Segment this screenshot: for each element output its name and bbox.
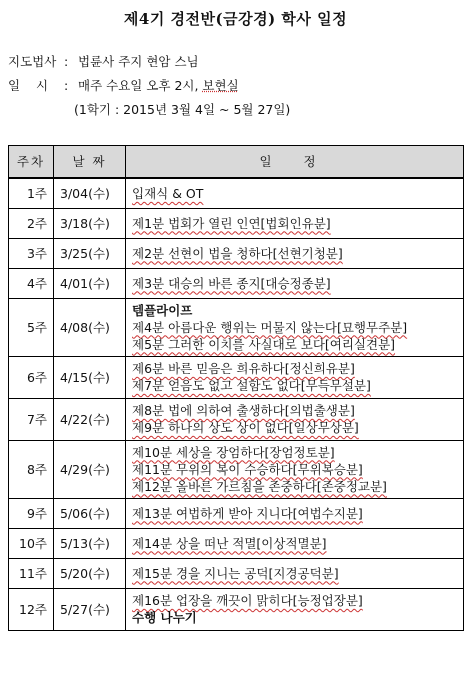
table-row <box>9 588 464 630</box>
row-content-text: 제4분 아름다운 행위는 머물지 않는다[묘행무주분] <box>132 319 408 335</box>
row-content <box>126 588 464 630</box>
row-content <box>126 208 464 238</box>
row-content <box>126 268 464 298</box>
row-content-line <box>132 245 457 262</box>
row-content-line <box>132 215 457 232</box>
row-date: 4/29(수) <box>54 440 126 498</box>
row-content-line <box>132 377 457 394</box>
table-row <box>9 298 464 356</box>
row-content-text: 수행 나누기 <box>132 610 197 625</box>
row-date: 3/04(수) <box>54 178 126 208</box>
row-content-line <box>132 609 457 626</box>
time-line: 일 시 : 매주 수요일 오후 2시, 보현실 <box>8 78 239 93</box>
time-label-2: 시 <box>36 78 49 93</box>
table-row <box>9 178 464 208</box>
row-content <box>126 440 464 498</box>
row-content <box>126 558 464 588</box>
row-content <box>126 528 464 558</box>
table-row <box>9 558 464 588</box>
row-content-text: 제6분 바른 믿음은 희유하다[정신희유분] <box>132 361 355 376</box>
row-content-text: 제1분 법회가 열린 인연[법회인유분] <box>132 215 331 231</box>
row-content <box>126 398 464 440</box>
term-line: (1학기 : 2015년 3월 4일 ~ 5월 27일) <box>74 102 291 117</box>
row-content-text: 제10분 세상을 장엄하다[장엄정토분] <box>132 444 335 460</box>
row-week: 1주 <box>9 178 54 208</box>
row-date: 3/18(수) <box>54 208 126 238</box>
row-content-text: 입재식 & OT <box>132 185 204 201</box>
row-week: 6주 <box>9 356 54 398</box>
row-date: 5/06(수) <box>54 498 126 528</box>
teacher-value: 법륜사 주지 현암 스님 <box>78 54 199 69</box>
table-header-row <box>9 146 464 179</box>
row-content-text: 템플라이프 <box>132 302 193 318</box>
row-week: 2주 <box>9 208 54 238</box>
row-week: 10주 <box>9 528 54 558</box>
row-content-text: 제7분 얻음도 없고 설함도 없다[무득무설분] <box>132 378 371 393</box>
row-content <box>126 238 464 268</box>
header-content: 일 정 <box>126 146 464 179</box>
row-content-text: 제16분 업장을 깨끗이 맑히다[능정업장분] <box>132 593 363 608</box>
row-date: 4/01(수) <box>54 268 126 298</box>
page-title: 제4기 경전반(금강경) 학사 일정 <box>123 10 348 28</box>
row-week: 4주 <box>9 268 54 298</box>
table-row <box>9 208 464 238</box>
row-content <box>126 356 464 398</box>
row-content-text: 제3분 대승의 바른 종지[대승정종분] <box>132 275 331 291</box>
table-row <box>9 356 464 398</box>
table-row <box>9 528 464 558</box>
row-content-line <box>132 319 457 336</box>
schedule-table <box>8 145 464 631</box>
row-date: 5/13(수) <box>54 528 126 558</box>
row-date: 4/08(수) <box>54 298 126 356</box>
row-date: 3/25(수) <box>54 238 126 268</box>
header-week: 주차 <box>9 146 54 179</box>
row-content-line <box>132 402 457 419</box>
row-content-line <box>132 336 457 353</box>
row-content-line <box>132 505 457 522</box>
row-week: 8주 <box>9 440 54 498</box>
row-week: 3주 <box>9 238 54 268</box>
row-content-line <box>132 185 457 202</box>
row-week: 5주 <box>9 298 54 356</box>
row-content-line <box>132 360 457 377</box>
teacher-line: 지도법사 : 법륜사 주지 현암 스님 <box>8 54 199 69</box>
table-row <box>9 268 464 298</box>
row-content-text: 제2분 선현이 법을 청하다[선현기청분] <box>132 245 343 261</box>
time-value: 매주 수요일 오후 2시, <box>78 78 203 93</box>
row-content-line <box>132 478 457 495</box>
row-date: 5/27(수) <box>54 588 126 630</box>
row-content-line <box>132 444 457 461</box>
teacher-label: 지도법사 <box>8 54 57 69</box>
row-content-text: 제5분 그러한 이치를 사실대로 보다[여리실견분] <box>132 336 396 352</box>
row-content-line <box>132 461 457 478</box>
row-content-text: 제11분 무위의 복이 수승하다[무위복승분] <box>132 461 363 477</box>
table-row <box>9 238 464 268</box>
row-content <box>126 498 464 528</box>
row-content-text: 제12분 올바른 가르침을 존중하다[존중정교분] <box>132 478 387 494</box>
table-row <box>9 398 464 440</box>
row-week: 7주 <box>9 398 54 440</box>
row-content-text: 제14분 상을 떠난 적멸[이상적멸분] <box>132 535 327 551</box>
place-value: 보현실 <box>202 78 239 93</box>
row-week: 9주 <box>9 498 54 528</box>
row-content-line <box>132 535 457 552</box>
table-row <box>9 498 464 528</box>
row-date: 4/22(수) <box>54 398 126 440</box>
row-date: 5/20(수) <box>54 558 126 588</box>
row-content-text: 제15분 경을 지니는 공덕[지경공덕분] <box>132 565 339 581</box>
row-date: 4/15(수) <box>54 356 126 398</box>
row-content-text: 제13분 여법하게 받아 지니다[여법수지분] <box>132 505 363 521</box>
row-content-line <box>132 565 457 582</box>
row-content-line <box>132 592 457 609</box>
table-row <box>9 440 464 498</box>
row-week: 11주 <box>9 558 54 588</box>
header-date: 날 짜 <box>54 146 126 179</box>
time-label-1: 일 <box>8 78 21 93</box>
row-content-text: 제9분 하나의 상도 상이 없다[일상무상분] <box>132 420 359 435</box>
row-content-line <box>132 275 457 292</box>
row-content <box>126 298 464 356</box>
row-content <box>126 178 464 208</box>
row-content-line <box>132 419 457 436</box>
row-week: 12주 <box>9 588 54 630</box>
row-content-text: 제8분 법에 의하여 출생하다[의법출생분] <box>132 403 355 418</box>
row-content-line <box>132 302 457 319</box>
